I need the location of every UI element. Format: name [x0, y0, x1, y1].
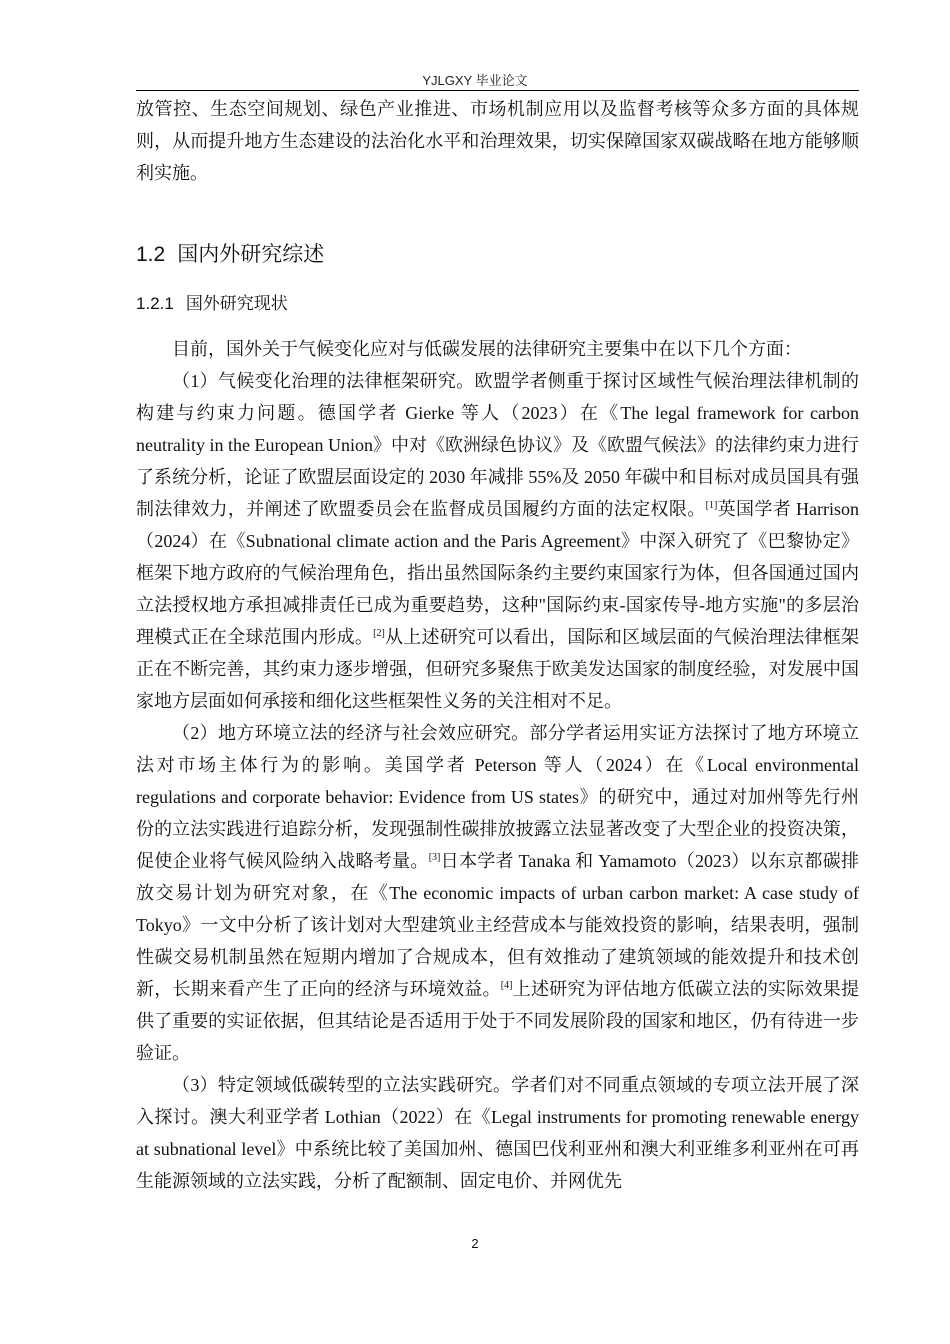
- opening-paragraph: 放管控、生态空间规划、绿色产业推进、市场机制应用以及监督考核等众多方面的具体规则，从而提升地方生态建设的法治化水平和治理效果，切实保障国家双碳战略在地方能够顺利实施。: [136, 99, 859, 183]
- paragraph-text: （1）气候变化治理的法律框架研究。欧盟学者侧重于探讨区域性气候治理法律机制的构建与约束力问题。德国学者 Gierke 等人（2023）在《The legal framework for carbon neutrality in the European Union》中对《欧洲绿色协议》及《欧盟气候法》的法律约束力进行了系统分析，论证了欧盟层面设定的 2030 年减排 55%及 2050 年碳中和目标对成员国具有强制法律效力，并阐述了欧盟委员会在监督成员国履约方面的法定权限。: [136, 371, 859, 519]
- paragraph-sector-legislation: [136, 1069, 859, 1197]
- section-title: 国内外研究综述: [177, 243, 325, 266]
- page-number: 2: [471, 1236, 479, 1251]
- citation-ref[interactable]: [2]: [373, 628, 385, 639]
- paragraph-text: 上述研究为评估地方低碳立法的实际效果提供了重要的实证依据，但其结论是否适用于处于不同发展阶段的国家和地区，仍有待进一步验证。: [136, 979, 860, 1063]
- paragraph-text: （3）特定领域低碳转型的立法实践研究。学者们对不同重点领域的专项立法开展了深入探讨。澳大利亚学者 Lothian（2022）在《Legal instruments for promoting renewable energy at subnational level》中系统比较了美国加州、德国巴伐利亚州和澳大利亚维多利亚州在可再生能源领域的立法实践，分析了配额制、固定电价、并网优先: [136, 1075, 859, 1191]
- paragraph-economic-effects: [136, 717, 859, 1069]
- citation-ref[interactable]: [1]: [705, 500, 718, 511]
- paragraph-legal-framework: [136, 365, 859, 717]
- section-heading: [136, 239, 859, 271]
- paragraph-text: 从上述研究可以看出，国际和区域层面的气候治理法律框架正在不断完善，其约束力逐步增强，但研究多聚焦于欧美发达国家的制度经验，对发展中国家地方层面如何承接和细化这些框架性义务的关注相对不足。: [136, 627, 859, 711]
- page-body: [136, 93, 859, 1197]
- paragraph-text: 英国学者 Harrison（2024）在《Subnational climate action and the Paris Agreement》中深入研究了《巴黎协定》框架下地方政府的气候治理角色，指出虽然国际条约主要约束国家行为体，但各国通过国内立法授权地方承担减排责任已成为重要趋势，这种"国际约束-国家传导-地方实施"的多层治理模式正在全球范围内形成。: [136, 499, 860, 647]
- citation-ref[interactable]: [3]: [428, 852, 441, 863]
- intro-paragraph: 目前，国外关于气候变化应对与低碳发展的法律研究主要集中在以下几个方面：: [172, 339, 802, 359]
- header-rule: [136, 90, 859, 91]
- subsection-number: 1.2.1: [136, 294, 174, 313]
- page-header: YJLGXY 毕业论文: [422, 73, 528, 88]
- paragraph-text: 日本学者 Tanaka 和 Yamamoto（2023）以东京都碳排放交易计划为研究对象，在《The economic impacts of urban carbon market: A case study of Tokyo》一文中分析了该计划对大型建筑业主经营成本与能效投资的影响，结果表明，强制性碳交易机制虽然在短期内增加了合规成本，但有效推动了建筑领域的能效提升和技术创新，长期来看产生了正向的经济与环境效益。: [136, 851, 860, 999]
- subsection-heading: [136, 291, 859, 317]
- subsection-title: 国外研究现状: [185, 294, 288, 313]
- citation-ref[interactable]: [4]: [500, 980, 513, 991]
- paragraph-text: （2）地方环境立法的经济与社会效应研究。部分学者运用实证方法探讨了地方环境立法对市场主体行为的影响。美国学者 Peterson 等人（2024）在《Local environmental regulations and corporate behavior: Evidence from US states》的研究中，通过对加州等先行州份的立法实践进行追踪分析，发现强制性碳排放披露立法显著改变了大型企业的投资决策，促使企业将气候风险纳入战略考量。: [136, 723, 859, 871]
- section-number: 1.2: [136, 243, 166, 266]
